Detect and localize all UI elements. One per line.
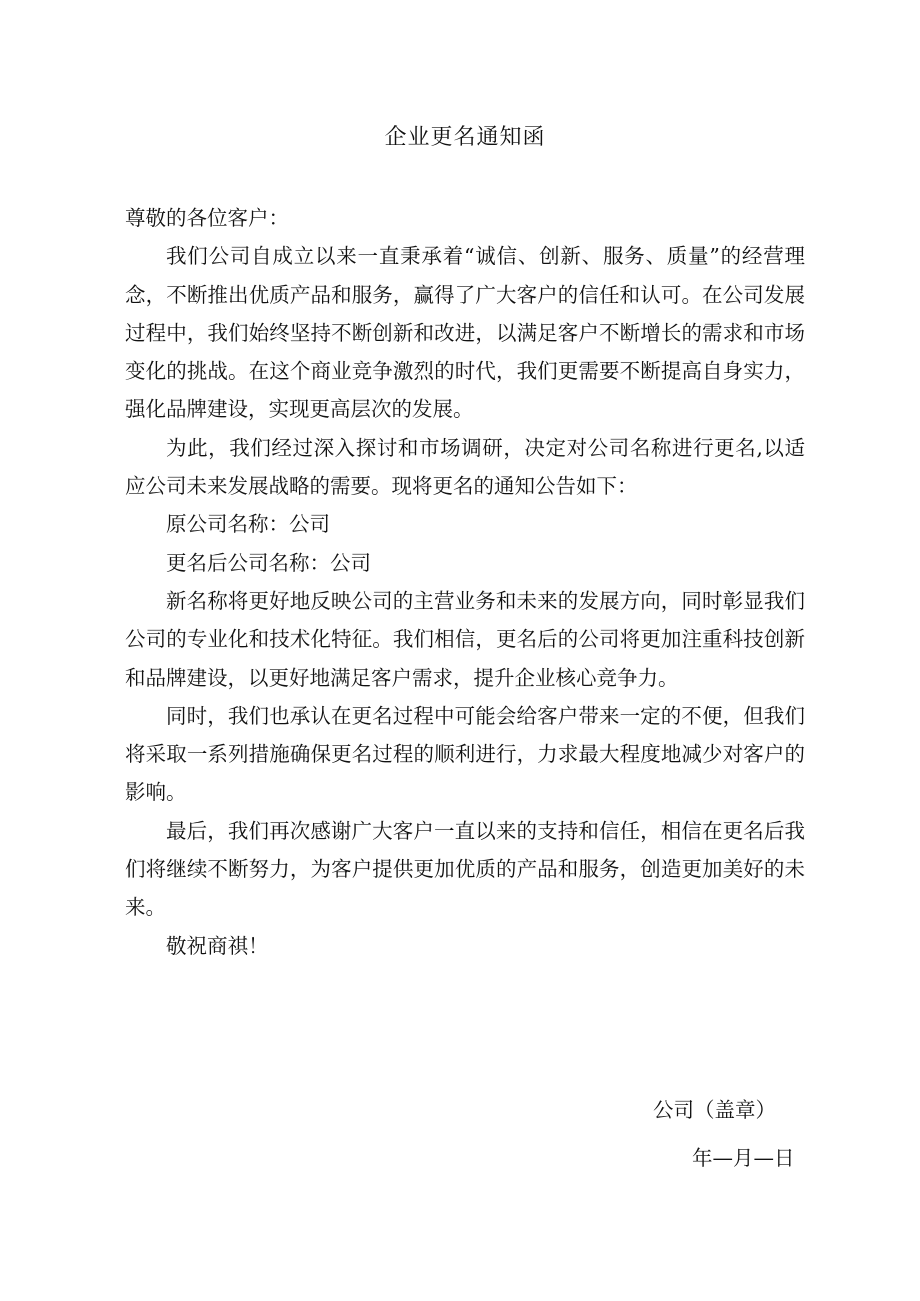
paragraph-thanks: 最后，我们再次感谢广大客户一直以来的支持和信任，相信在更名后我们将继续不断努力，为客户提供更加优质的产品和服务，创造更加美好的未来。 xyxy=(125,818,805,920)
paragraph-introduction: 我们公司自成立以来一直秉承着“诚信、创新、服务、质量”的经营理念，不断推出优质产品和服务，赢得了广大客户的信任和认可。在公司发展过程中，我们始终坚持不断创新和改进，以满足客户不断增长的需求和市场变化的挑战。在这个商业竞争激烈的时代，我们更需要不断提高自身实力，强化品牌建设，实现更高层次的发展。 xyxy=(125,244,805,422)
salutation: 尊敬的各位客户： xyxy=(125,206,289,230)
signature-date: 年—月—日 xyxy=(692,1146,795,1170)
paragraph-inconvenience: 同时，我们也承认在更名过程中可能会给客户带来一定的不便，但我们将采取一系列措施确保更名过程的顺利进行，力求最大程度地减少对客户的影响。 xyxy=(125,703,805,805)
signature-company-seal: 公司（盖章） xyxy=(653,1098,776,1122)
original-company-name: 原公司名称：公司 xyxy=(166,512,330,537)
new-company-name: 更名后公司名称：公司 xyxy=(166,550,371,575)
document-title: 企业更名通知函 xyxy=(384,125,546,150)
paragraph-rename-decision: 为此，我们经过深入探讨和市场调研，决定对公司名称进行更名,以适应公司未来发展战略的需要。现将更名的通知公告如下： xyxy=(125,435,805,499)
paragraph-new-name-meaning: 新名称将更好地反映公司的主营业务和未来的发展方向，同时彰显我们公司的专业化和技术化特征。我们相信，更名后的公司将更加注重科技创新和品牌建设，以更好地满足客户需求，提升企业核心竞争力。 xyxy=(125,588,805,690)
document-body xyxy=(125,199,805,965)
closing-greeting: 敬祝商祺！ xyxy=(166,933,269,958)
